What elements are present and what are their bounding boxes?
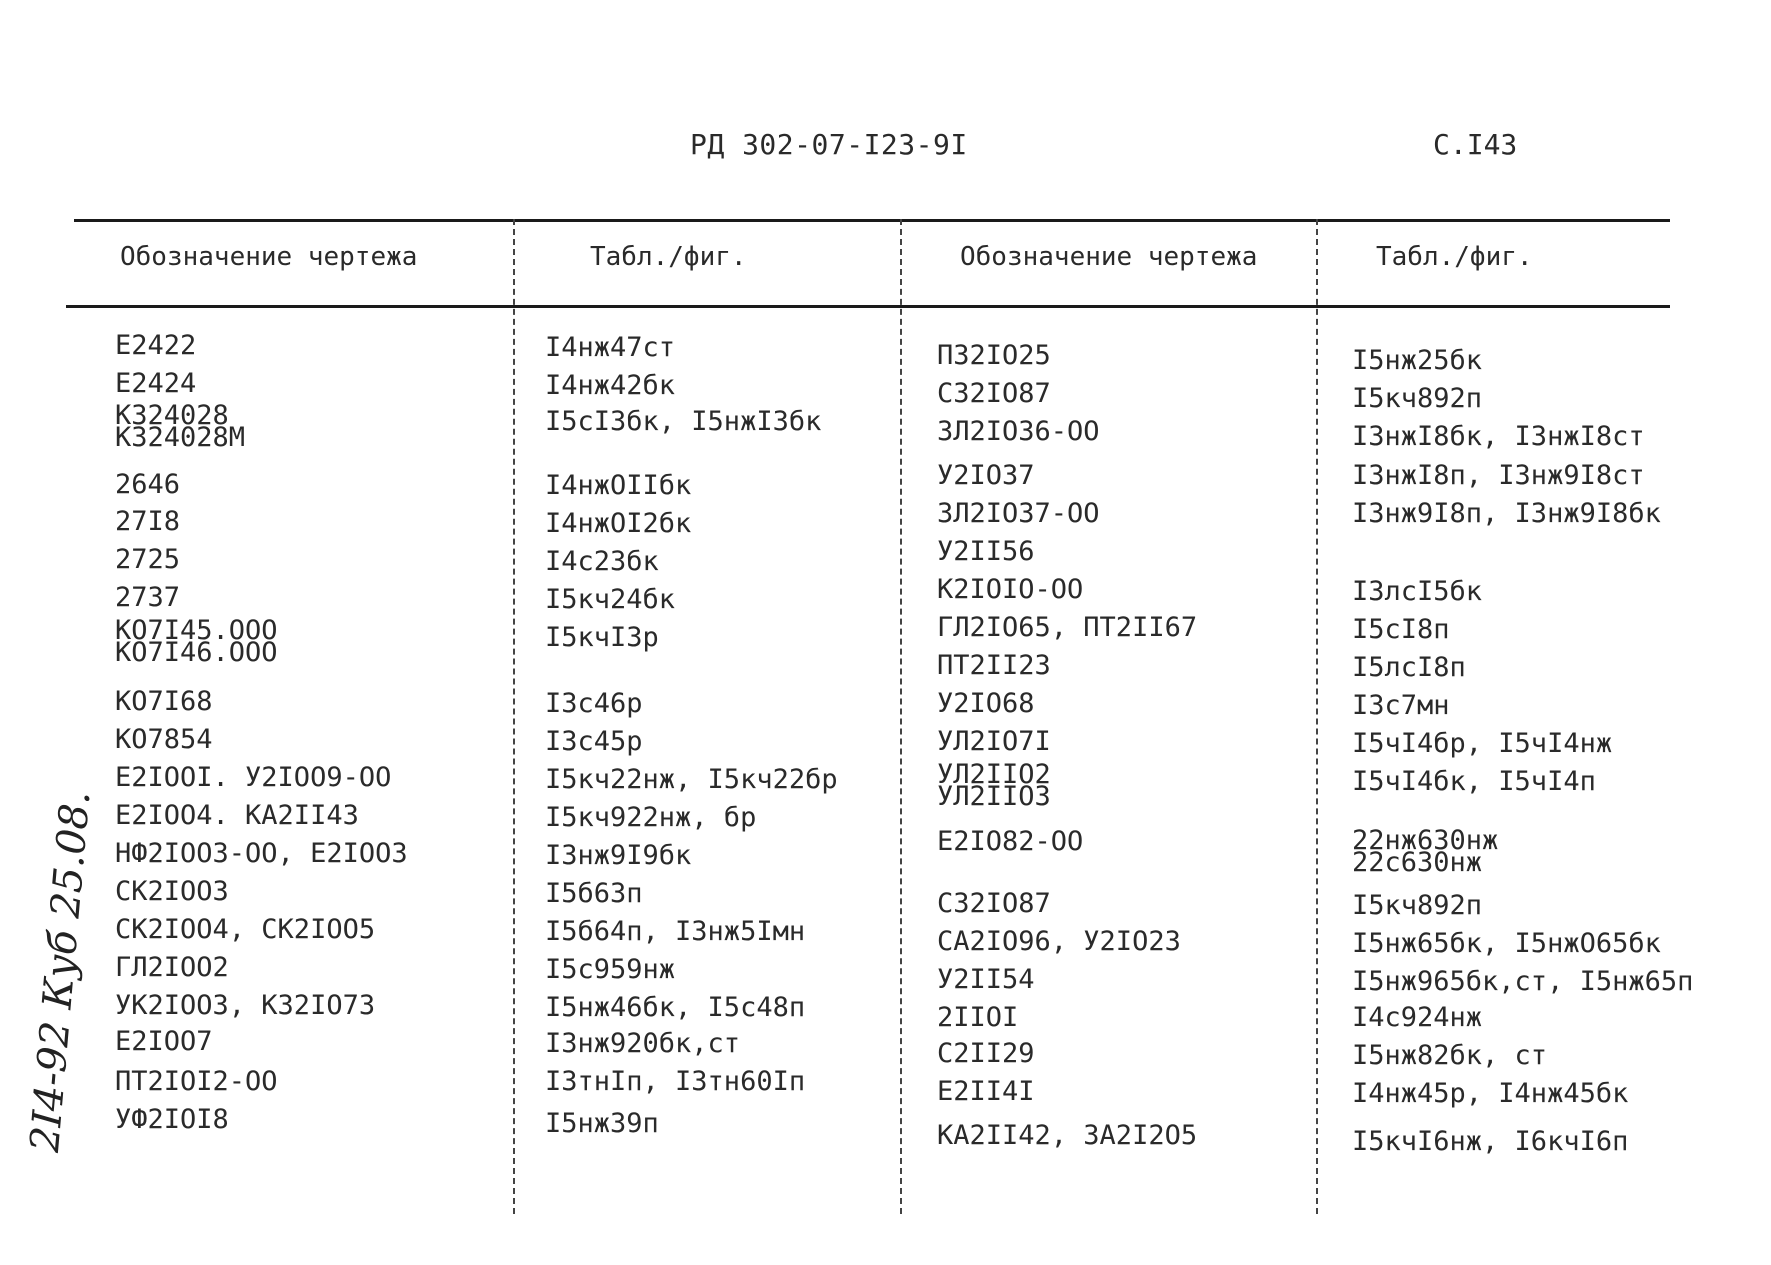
- drawing-cell: УФ2IОI8: [115, 1104, 229, 1135]
- table-cell: I3c7мн: [1352, 690, 1450, 721]
- table-cell: I4нж42бк: [545, 370, 676, 401]
- table-cell: I5кчI6нж, I6кчI6п: [1352, 1126, 1629, 1157]
- drawing-cell: [115, 400, 246, 454]
- column-header-drawing-left: Обозначение чертежа: [120, 242, 418, 272]
- column-header-table-right: Табл./фиг.: [1376, 242, 1533, 272]
- table-cell: I5cI8п: [1352, 614, 1450, 645]
- column-divider: [1316, 219, 1318, 1214]
- drawing-cell: 2725: [115, 544, 181, 575]
- table-cell: I5кч24бк: [545, 584, 676, 615]
- drawing-cell: К2IОIО-ОО: [937, 574, 1084, 605]
- table-cell-line: 22нж630нж: [1352, 825, 1499, 856]
- drawing-cell: У2II56: [937, 536, 1035, 567]
- table-cell: I5нж65бк, I5нжО65бк: [1352, 928, 1661, 959]
- table-cell: I5б63п: [545, 878, 643, 909]
- drawing-cell-line: КЗ24028М: [115, 422, 246, 454]
- drawing-cell: ЗЛ2IО36-ОО: [937, 416, 1100, 447]
- table-cell: I5чI4бк, I5чI4п: [1352, 766, 1596, 797]
- drawing-cell-line: КЗ24028: [115, 400, 229, 431]
- doc-code: РД 302-07-I23-9I: [690, 128, 968, 161]
- table-cell: I3тнIп, I3тн60Iп: [545, 1066, 806, 1097]
- table-cell: I4нж45р, I4нж45бк: [1352, 1078, 1629, 1109]
- drawing-cell: НФ2IОО3-ОО, Е2IОО3: [115, 838, 408, 869]
- drawing-cell-line: УЛ2IIО3: [937, 781, 1051, 813]
- drawing-cell: Е2II4I: [937, 1076, 1035, 1107]
- drawing-cell: Е2424: [115, 368, 197, 399]
- table-cell: I3лсI5бк: [1352, 576, 1483, 607]
- table-cell: I5нж25бк: [1352, 345, 1483, 376]
- table-cell: I5нж82бк, ст: [1352, 1040, 1548, 1071]
- drawing-cell: ПТ2II23: [937, 650, 1051, 681]
- drawing-cell: Е2IООI. У2IОО9-ОО: [115, 762, 392, 793]
- drawing-cell: 2646: [115, 469, 181, 500]
- column-divider: [900, 219, 902, 1214]
- table-header-rule: [66, 305, 1670, 308]
- drawing-cell: 2737: [115, 582, 181, 613]
- column-divider: [513, 219, 515, 1214]
- drawing-cell: Е2IО82-ОО: [937, 826, 1084, 857]
- drawing-cell: У2IО37: [937, 460, 1035, 491]
- drawing-cell: КО7854: [115, 724, 213, 755]
- table-top-rule: [74, 219, 1670, 222]
- table-cell: I5кч892п: [1352, 890, 1483, 921]
- drawing-cell: УК2IОО3, КЗ2IО73: [115, 990, 376, 1021]
- table-cell: I5чI4бр, I5чI4нж: [1352, 728, 1613, 759]
- table-cell: I5кч922нж, бр: [545, 802, 757, 833]
- drawing-cell: СА2IО96, У2IО23: [937, 926, 1181, 957]
- table-cell: I5c959нж: [545, 954, 676, 985]
- drawing-cell: [115, 615, 278, 669]
- drawing-cell: КО7I68: [115, 686, 213, 717]
- table-cell: I5нж46бк, I5c48п: [545, 992, 806, 1023]
- drawing-cell-line: КО7I46.ООО: [115, 637, 278, 669]
- table-cell: I5нж39п: [545, 1108, 659, 1139]
- drawing-cell: ПТ2IОI2-ОО: [115, 1066, 278, 1097]
- table-cell-line: 22c630нж: [1352, 847, 1483, 879]
- table-cell: I5cI3бк, I5нжI3бк: [545, 406, 822, 437]
- table-cell: I3нж9I9бк: [545, 840, 692, 871]
- drawing-cell: ГЛ2IО65, ПТ2II67: [937, 612, 1198, 643]
- table-cell: I4нжОI2бк: [545, 508, 692, 539]
- drawing-cell: ГЛ2IОО2: [115, 952, 229, 983]
- table-cell: I4нжОIIбк: [545, 470, 692, 501]
- drawing-cell: Е2IОО7: [115, 1026, 213, 1057]
- table-cell: I4c924нж: [1352, 1002, 1483, 1033]
- drawing-cell: Е2IОО4. КА2II43: [115, 800, 359, 831]
- drawing-cell-line: КО7I45.ООО: [115, 615, 278, 646]
- drawing-cell: [937, 759, 1051, 813]
- drawing-cell: УЛ2IО7I: [937, 726, 1051, 757]
- table-cell: I4c23бк: [545, 546, 659, 577]
- drawing-cell: 27I8: [115, 506, 181, 537]
- table-cell: I3нжI8бк, I3нжI8ст: [1352, 421, 1645, 452]
- drawing-cell: 2IIОI: [937, 1002, 1019, 1033]
- table-cell: I5лсI8п: [1352, 652, 1466, 683]
- table-cell: I5кч22нж, I5кч22бр: [545, 764, 838, 795]
- drawing-cell: СЗ2IО87: [937, 378, 1051, 409]
- table-cell: I3нж920бк,ст: [545, 1028, 741, 1059]
- table-cell: I5кч892п: [1352, 383, 1483, 414]
- handwritten-margin-note: 2I4-92 Куб 25.08.: [22, 789, 100, 1155]
- column-header-table-left: Табл./фиг.: [590, 242, 747, 272]
- drawing-cell: Е2422: [115, 330, 197, 361]
- drawing-cell-line: УЛ2IIО2: [937, 759, 1051, 790]
- drawing-cell: У2II54: [937, 964, 1035, 995]
- table-cell: I5нж965бк,ст, I5нж65п: [1352, 966, 1694, 997]
- drawing-cell: ЗЛ2IО37-ОО: [937, 498, 1100, 529]
- page-number: С.I43: [1433, 128, 1518, 161]
- drawing-cell: КА2II42, ЗА2I2О5: [937, 1120, 1198, 1151]
- table-cell: [1352, 825, 1499, 879]
- drawing-cell: СЗ2IО87: [937, 888, 1051, 919]
- drawing-cell: СК2IОО4, СК2IОО5: [115, 914, 376, 945]
- drawing-cell: ПЗ2IО25: [937, 340, 1051, 371]
- table-cell: I3нжI8п, I3нж9I8ст: [1352, 460, 1645, 491]
- table-cell: I5кчI3р: [545, 622, 659, 653]
- column-header-drawing-right: Обозначение чертежа: [960, 242, 1258, 272]
- table-cell: I3c45р: [545, 726, 643, 757]
- drawing-cell: СК2IОО3: [115, 876, 229, 907]
- drawing-cell: С2II29: [937, 1038, 1035, 1069]
- table-cell: I5б64п, I3нж5Iмн: [545, 916, 806, 947]
- table-cell: I3c46р: [545, 688, 643, 719]
- drawing-cell: У2IО68: [937, 688, 1035, 719]
- table-cell: I4нж47ст: [545, 332, 676, 363]
- table-cell: I3нж9I8п, I3нж9I8бк: [1352, 498, 1661, 529]
